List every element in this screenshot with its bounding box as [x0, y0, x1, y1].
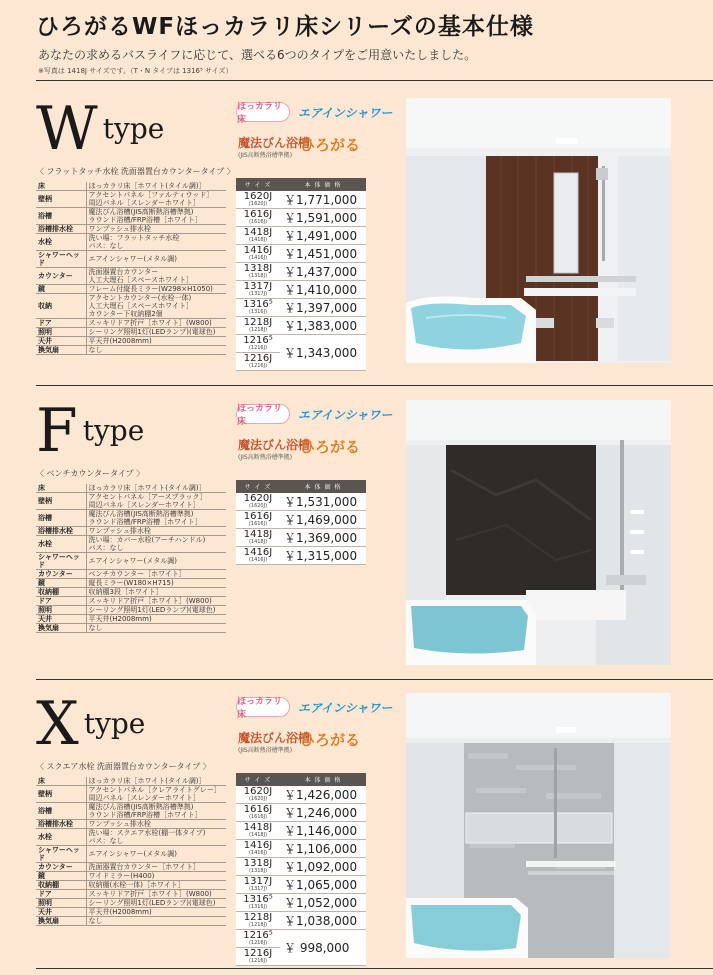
price-header-row	[236, 178, 366, 191]
spec-row	[36, 251, 226, 268]
spec-label: 壁柄	[36, 493, 86, 510]
spec-label: シャワーヘッド	[36, 846, 86, 863]
price-row	[236, 840, 366, 858]
price-row	[236, 804, 366, 822]
size-code: 1418J	[243, 227, 273, 238]
size-code-sub: (1418J)	[248, 237, 268, 243]
spec-row	[36, 606, 226, 615]
spec-row	[36, 285, 226, 294]
spec-row	[36, 493, 226, 510]
spec-label: カウンター	[36, 863, 86, 872]
spec-value: エアインシャワー(メタル調)	[86, 553, 226, 570]
spec-value: ベンチカウンター［ホワイト］	[86, 570, 226, 579]
spec-value: 洗面器置台カウンター 人工大理石［スペースホワイト］	[86, 268, 226, 285]
spec-value: シーリング照明1灯(LEDランプ)(電球色)	[86, 899, 226, 908]
spec-row	[36, 597, 226, 606]
hirogaru-logo: ひろがる	[300, 438, 361, 456]
spec-row	[36, 579, 226, 588]
size-cell	[236, 840, 280, 858]
size-cell	[236, 822, 280, 840]
size-cell	[236, 227, 280, 245]
spec-label: 床	[36, 182, 86, 191]
spec-label: 浴槽排水栓	[36, 225, 86, 234]
spec-value: 縦長ミラー(W180×H715)	[86, 579, 226, 588]
price-row	[236, 822, 366, 840]
size-header: サ イ ズ	[236, 480, 280, 493]
spec-row	[36, 624, 226, 633]
spec-value: ほっカラリ床［ホワイト(タイル調)］	[86, 777, 226, 786]
price-value: ￥1,469,000	[280, 511, 366, 529]
spec-value: 平天井(H2008mm)	[86, 615, 226, 624]
spec-value: なし	[86, 346, 226, 355]
spec-label: 浴槽	[36, 803, 86, 820]
price-value: ￥1,451,000	[280, 245, 366, 263]
spec-row	[36, 510, 226, 527]
spec-label: ドア	[36, 890, 86, 899]
spec-value: スッキリドア折戸［ホワイト］(W800)	[86, 319, 226, 328]
page-subtitle: あなたの求めるバスライフに応じて、選べる6つのタイプをご用意いたしました。	[38, 48, 477, 62]
spec-label: シャワーヘッド	[36, 251, 86, 268]
spec-row	[36, 615, 226, 624]
spec-label: 浴槽排水栓	[36, 527, 86, 536]
price-row	[236, 263, 366, 281]
size-code: 1216J	[243, 353, 273, 364]
price-row	[236, 227, 366, 245]
price-header-row	[236, 480, 366, 493]
price-value: ￥1,065,000	[280, 876, 366, 894]
spec-value: アクセントパネル［クレアライトグレー］ 周辺パネル［スレンダーホワイト］	[86, 786, 226, 803]
size-cell	[236, 948, 280, 966]
size-code: 1318J	[243, 263, 273, 274]
price-value: ￥1,491,000	[280, 227, 366, 245]
spec-label: 換気扇	[36, 346, 86, 355]
spec-row	[36, 536, 226, 553]
price-header-row	[236, 773, 366, 786]
price-row	[236, 191, 366, 209]
price-value: ￥1,771,000	[280, 191, 366, 209]
spec-label: 照明	[36, 899, 86, 908]
spec-label: カウンター	[36, 570, 86, 579]
price-value: ￥1,410,000	[280, 281, 366, 299]
size-code: 1416J	[243, 840, 273, 851]
price-row	[236, 281, 366, 299]
size-code: 1418J	[243, 529, 273, 540]
price-row	[236, 876, 366, 894]
size-cell	[236, 858, 280, 876]
price-value: ￥1,531,000	[280, 493, 366, 511]
spec-label: 収納棚	[36, 588, 86, 597]
size-code-sub: (1316J)	[248, 309, 268, 315]
spec-value: シーリング照明1灯(LEDランプ)(電球色)	[86, 606, 226, 615]
bathroom-photo	[406, 400, 671, 665]
spec-row	[36, 820, 226, 829]
price-row	[236, 511, 366, 529]
spec-value: アクセントカウンター(水栓一体) 人工大理石［スペースホワイト］ カウンター下収納棚2個	[86, 294, 226, 319]
spec-value: ほっカラリ床［ホワイト(タイル調)］	[86, 484, 226, 493]
price-header: 本 体 価 格	[280, 178, 366, 191]
price-value: ￥ 998,000	[280, 930, 366, 966]
page-note: ※写真は 1418J サイズです。（T・N タイプは 1316⁵ サイズ）	[38, 67, 233, 75]
type-heading: X type	[36, 689, 146, 759]
price-row	[236, 317, 366, 335]
size-code-sub: (1218J)	[248, 922, 268, 928]
spec-label: 床	[36, 777, 86, 786]
size-code-sub: (1616J)	[248, 521, 268, 527]
mahou-bath-logo: 魔法びん浴槽	[238, 136, 311, 150]
spec-value: 収納棚(水栓一体)［ホワイト］	[86, 881, 226, 890]
size-code-sub: (1416J)	[248, 255, 268, 261]
mahou-bath-sub: (JIS高断熱浴槽準拠)	[238, 454, 293, 461]
size-code-sub: (1620J)	[248, 201, 268, 207]
price-value: ￥1,383,000	[280, 317, 366, 335]
price-row	[236, 894, 366, 912]
feature-logos	[232, 404, 407, 474]
spec-row	[36, 588, 226, 597]
size-cell	[236, 930, 280, 948]
spec-row	[36, 863, 226, 872]
price-value: ￥1,038,000	[280, 912, 366, 930]
spec-row	[36, 346, 226, 355]
mahou-bath-sub: (JIS高断熱浴槽準拠)	[238, 152, 293, 159]
size-code: 1218J	[243, 912, 273, 923]
spec-value: 洗面器置台カウンター［ホワイト］	[86, 863, 226, 872]
size-code-sub: (1318J)	[248, 273, 268, 279]
spec-label: 壁柄	[36, 191, 86, 208]
spec-label: 天井	[36, 337, 86, 346]
size-code: 1216⁵	[243, 930, 273, 941]
type-subtitle: 〈 スクエア水栓 洗面器置台カウンタータイプ 〉	[36, 762, 211, 771]
bathroom-photo	[406, 693, 671, 958]
price-value: ￥1,426,000	[280, 786, 366, 804]
size-code-sub: (1418J)	[248, 539, 268, 545]
air-shower-logo: エアインシャワー	[298, 700, 393, 715]
spec-row	[36, 484, 226, 493]
size-code-sub: (1620J)	[248, 503, 268, 509]
size-code: 1216J	[243, 948, 273, 959]
page-title: ひろがるWFほっカラリ床シリーズの基本仕様	[36, 14, 534, 40]
spec-row	[36, 872, 226, 881]
size-cell	[236, 804, 280, 822]
size-code-sub: (1616J)	[248, 814, 268, 820]
spec-value: アクセントパネル［ファルティウッド］ 周辺パネル［スレンダーホワイト］	[86, 191, 226, 208]
spec-row	[36, 294, 226, 319]
spec-row	[36, 777, 226, 786]
spec-label: 水栓	[36, 536, 86, 553]
spec-label: 換気扇	[36, 624, 86, 633]
spec-row	[36, 908, 226, 917]
spec-label: 浴槽	[36, 208, 86, 225]
spec-value: 洗い場：スクエア水栓(棚一体タイプ) バス：なし	[86, 829, 226, 846]
type-subtitle: 〈 フラットタッチ水栓 洗面器置台カウンタータイプ 〉	[36, 167, 235, 176]
mahou-bath-sub: (JIS高断熱浴槽準拠)	[238, 747, 293, 754]
spec-value: 洗い場：カバー水栓(アーチハンドル) バス：なし	[86, 536, 226, 553]
spec-row	[36, 191, 226, 208]
size-code: 1620J	[243, 493, 273, 504]
spec-value: 収納棚3段［ホワイト］	[86, 588, 226, 597]
spec-value: 魔法びん浴槽(JIS高断熱浴槽準拠) ラウンド浴槽/FRP浴槽［ホワイト］	[86, 510, 226, 527]
spec-value: ワンプッシュ排水栓	[86, 225, 226, 234]
spec-value: なし	[86, 917, 226, 926]
size-code-sub: (1616J)	[248, 219, 268, 225]
size-cell	[236, 335, 280, 353]
price-value: ￥1,146,000	[280, 822, 366, 840]
air-shower-logo: エアインシャワー	[298, 105, 393, 120]
price-table	[236, 773, 366, 966]
spec-label: 収納	[36, 294, 86, 319]
spec-row	[36, 527, 226, 536]
size-code-sub: (1218J)	[248, 327, 268, 333]
price-row	[236, 547, 366, 565]
spec-row	[36, 846, 226, 863]
size-cell	[236, 547, 280, 565]
price-value: ￥1,591,000	[280, 209, 366, 227]
size-code: 1620J	[243, 191, 273, 202]
spec-row	[36, 829, 226, 846]
spec-label: カウンター	[36, 268, 86, 285]
price-value: ￥1,052,000	[280, 894, 366, 912]
spec-value: なし	[86, 624, 226, 633]
spec-label: 浴槽	[36, 510, 86, 527]
size-header: サ イ ズ	[236, 773, 280, 786]
price-row	[236, 335, 366, 353]
size-cell	[236, 912, 280, 930]
size-cell	[236, 786, 280, 804]
spec-row	[36, 890, 226, 899]
spec-row	[36, 337, 226, 346]
size-cell	[236, 317, 280, 335]
size-cell	[236, 353, 280, 371]
spec-row	[36, 803, 226, 820]
spec-label: ドア	[36, 597, 86, 606]
spec-label: シャワーヘッド	[36, 553, 86, 570]
size-cell	[236, 493, 280, 511]
spec-table	[36, 484, 226, 633]
size-cell	[236, 299, 280, 317]
mahou-bath-logo: 魔法びん浴槽	[238, 731, 311, 745]
feature-logos	[232, 697, 407, 767]
spec-label: 天井	[36, 615, 86, 624]
hokkarari-logo: ほっカラリ床	[236, 102, 290, 122]
type-heading: F type	[36, 396, 145, 466]
size-code-sub: (1620J)	[248, 796, 268, 802]
spec-label: 水栓	[36, 234, 86, 251]
spec-label: 鏡	[36, 872, 86, 881]
size-cell	[236, 263, 280, 281]
size-code: 1218J	[243, 317, 273, 328]
spec-label: 壁柄	[36, 786, 86, 803]
spec-value: エアインシャワー(メタル調)	[86, 846, 226, 863]
spec-value: ワンプッシュ排水栓	[86, 527, 226, 536]
size-code: 1416J	[243, 547, 273, 558]
price-value: ￥1,397,000	[280, 299, 366, 317]
size-header: サ イ ズ	[236, 178, 280, 191]
hokkarari-logo: ほっカラリ床	[236, 697, 290, 717]
section-w-type	[0, 94, 713, 378]
spec-label: 浴槽排水栓	[36, 820, 86, 829]
spec-value: シーリング照明1灯(LEDランプ)(電球色)	[86, 328, 226, 337]
type-heading: W type	[36, 94, 165, 164]
size-code: 1316⁵	[243, 894, 273, 905]
size-code-sub: (1416J)	[248, 557, 268, 563]
price-value: ￥1,369,000	[280, 529, 366, 547]
feature-logos	[232, 102, 407, 172]
spec-row	[36, 208, 226, 225]
size-cell	[236, 281, 280, 299]
spec-row	[36, 328, 226, 337]
price-value: ￥1,343,000	[280, 335, 366, 371]
price-row	[236, 493, 366, 511]
size-code-sub: (1317J)	[248, 291, 268, 297]
price-row	[236, 209, 366, 227]
price-table	[236, 178, 366, 371]
size-code: 1616J	[243, 209, 273, 220]
spec-value: フレーム付縦長ミラー(W298×H1050)	[86, 285, 226, 294]
spec-label: 照明	[36, 606, 86, 615]
price-row	[236, 786, 366, 804]
size-code: 1616J	[243, 804, 273, 815]
size-code: 1620J	[243, 786, 273, 797]
spec-value: ほっカラリ床［ホワイト(タイル調)］	[86, 182, 226, 191]
size-cell	[236, 245, 280, 263]
size-code: 1616J	[243, 511, 273, 522]
spec-label: 床	[36, 484, 86, 493]
spec-value: 魔法びん浴槽(JIS高断熱浴槽準拠) ラウンド浴槽/FRP浴槽［ホワイト］	[86, 803, 226, 820]
spec-row	[36, 182, 226, 191]
spec-value: スッキリドア折戸［ホワイト］(W800)	[86, 597, 226, 606]
size-cell	[236, 511, 280, 529]
section-f-type	[0, 396, 713, 680]
spec-value: 洗い場：フラットタッチ水栓 バス：なし	[86, 234, 226, 251]
section-x-type	[0, 689, 713, 973]
spec-label: 収納棚	[36, 881, 86, 890]
size-cell	[236, 209, 280, 227]
spec-value: 平天井(H2008mm)	[86, 908, 226, 917]
price-row	[236, 912, 366, 930]
price-value: ￥1,246,000	[280, 804, 366, 822]
spec-row	[36, 899, 226, 908]
spec-label: 鏡	[36, 579, 86, 588]
size-cell	[236, 529, 280, 547]
size-code: 1317J	[243, 281, 273, 292]
size-cell	[236, 876, 280, 894]
size-code: 1416J	[243, 245, 273, 256]
spec-value: エアインシャワー(メタル調)	[86, 251, 226, 268]
spec-label: 鏡	[36, 285, 86, 294]
size-code: 1317J	[243, 876, 273, 887]
price-row	[236, 245, 366, 263]
spec-row	[36, 881, 226, 890]
spec-row	[36, 319, 226, 328]
size-code: 1318J	[243, 858, 273, 869]
divider	[36, 385, 713, 386]
type-subtitle: 〈 ベンチカウンタータイプ 〉	[36, 469, 145, 478]
price-row	[236, 858, 366, 876]
size-code-sub: (1418J)	[248, 832, 268, 838]
size-cell	[236, 191, 280, 209]
spec-row	[36, 225, 226, 234]
spec-label: 換気扇	[36, 917, 86, 926]
divider	[36, 80, 713, 81]
size-code-sub: (1316J)	[248, 904, 268, 910]
price-row	[236, 930, 366, 948]
spec-label: 水栓	[36, 829, 86, 846]
spec-table	[36, 182, 226, 355]
price-value: ￥1,315,000	[280, 547, 366, 565]
size-code-sub: (1216J)	[248, 345, 268, 351]
size-code-sub: (1318J)	[248, 868, 268, 874]
spec-value: スッキリドア折戸［ホワイト］(W800)	[86, 890, 226, 899]
spec-label: 天井	[36, 908, 86, 917]
hokkarari-logo: ほっカラリ床	[236, 404, 290, 424]
air-shower-logo: エアインシャワー	[298, 407, 393, 422]
spec-row	[36, 570, 226, 579]
spec-value: ワイドミラー(H400)	[86, 872, 226, 881]
price-row	[236, 299, 366, 317]
price-value: ￥1,092,000	[280, 858, 366, 876]
size-code-sub: (1216J)	[248, 940, 268, 946]
size-code: 1216⁵	[243, 335, 273, 346]
hirogaru-logo: ひろがる	[300, 731, 361, 749]
price-header: 本 体 価 格	[280, 773, 366, 786]
spec-value: ワンプッシュ排水栓	[86, 820, 226, 829]
spec-row	[36, 234, 226, 251]
size-cell	[236, 894, 280, 912]
price-header: 本 体 価 格	[280, 480, 366, 493]
size-code-sub: (1216J)	[248, 363, 268, 369]
price-value: ￥1,437,000	[280, 263, 366, 281]
size-code-sub: (1416J)	[248, 850, 268, 856]
spec-label: 照明	[36, 328, 86, 337]
spec-row	[36, 268, 226, 285]
spec-row	[36, 786, 226, 803]
size-code: 1418J	[243, 822, 273, 833]
spec-value: 平天井(H2008mm)	[86, 337, 226, 346]
price-value: ￥1,106,000	[280, 840, 366, 858]
size-code-sub: (1216J)	[248, 958, 268, 964]
size-code: 1316⁵	[243, 299, 273, 310]
bathroom-photo	[406, 98, 671, 363]
spec-value: 魔法びん浴槽(JIS高断熱浴槽準拠) ラウンド浴槽/FRP浴槽［ホワイト］	[86, 208, 226, 225]
spec-value: アクセントパネル［アースブラック］ 周辺パネル［スレンダーホワイト］	[86, 493, 226, 510]
mahou-bath-logo: 魔法びん浴槽	[238, 438, 311, 452]
size-code-sub: (1317J)	[248, 886, 268, 892]
price-row	[236, 529, 366, 547]
spec-label: ドア	[36, 319, 86, 328]
spec-row	[36, 917, 226, 926]
hirogaru-logo: ひろがる	[300, 136, 361, 154]
spec-row	[36, 553, 226, 570]
price-table	[236, 480, 366, 565]
spec-table	[36, 777, 226, 926]
